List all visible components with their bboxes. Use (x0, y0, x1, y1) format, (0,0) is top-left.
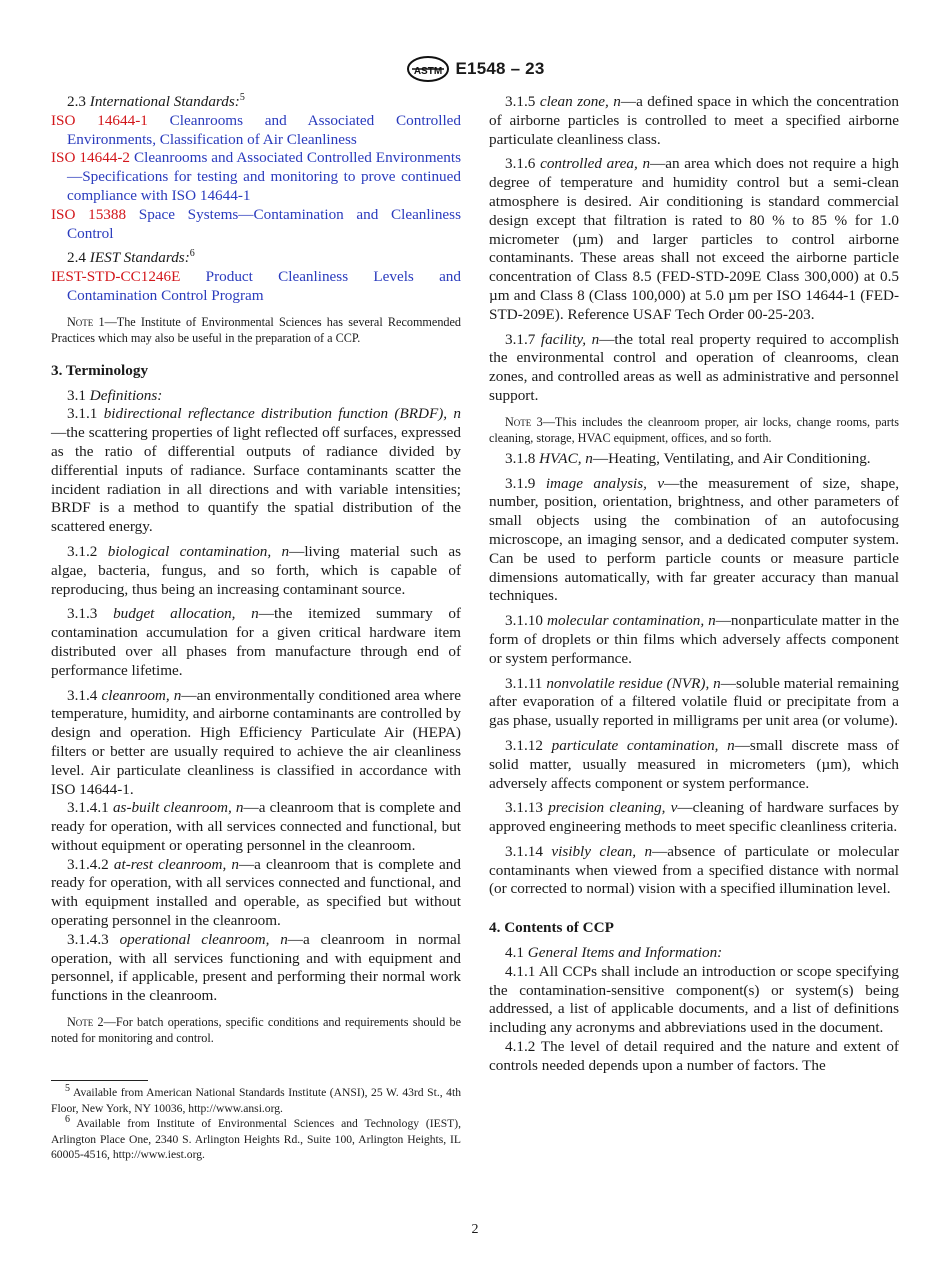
note-2: Note 2—For batch operations, specific conditions and requirements should be noted for monitoring and control. (51, 1015, 461, 1046)
section-3-heading: 3. Terminology (51, 361, 149, 379)
svg-text:ASTM: ASTM (413, 66, 442, 77)
definition-3-1-8: 3.1.8 HVAC, n—Heating, Ventilating, and Air Conditioning. (505, 449, 871, 467)
definition-3-1-4-3: 3.1.4.3 operational cleanroom, n—a cleanroom in normal operation, with all services functioning and with equipment and personnel, if applicable, present and performing their normal work functions in the cleanroom. (51, 930, 462, 1005)
footnote-6: $^6$ Available from Institute of Environmental Sciences and Technology (IEST), Arlington Place One, 2340 S. Arlington Heights Rd., Suite 100, Arlington Heights, IL 60005-4516, http://www.iest.org. (51, 1114, 461, 1162)
definition-3-1-4: 3.1.4 cleanroom, n—an environmentally conditioned area where temperature, humidity, and airborne contaminants are controlled by design and operation. High Efficiency Particulate Air (HEPA) filters or better are usually required to achieve the air cleanliness level. Air particulate cleanliness is classified in accordance with ISO 14644-1. (51, 686, 461, 798)
reference-iso-15388[interactable]: ISO 15388 Space Systems—Contamination and Cleanliness Control (51, 205, 461, 242)
page-number: 2 (471, 1222, 479, 1237)
definition-3-1-4-2: 3.1.4.2 at-rest cleanroom, n—a cleanroom that is complete and ready for operation, with all services connected and functional, and with equipment installed and operable, as specified but without operating personnel in the cleanroom. (51, 855, 461, 930)
definition-3-1-3: 3.1.3 budget allocation, n—the itemized summary of contamination accumulation for a given critical hardware item distributed over all phases from manufacture through end of performance lifetime. (51, 605, 461, 679)
footnote-divider (51, 1080, 148, 1081)
note-1: Note 1—The Institute of Environmental Sciences has several Recommended Practices which may also be useful in the preparation of a CCP. (51, 314, 462, 345)
definition-3-1-11: 3.1.11 nonvolatile residue (NVR), n—soluble material remaining after evaporation of a filtered volatile fluid or precipitate from a gas phase, usually reported in milligrams per unit area (or volume). (489, 674, 899, 730)
paragraph-4-1-2: 4.1.2 The level of detail required and the nature and extent of controls needed depends upon a number of factors. The (489, 1038, 899, 1074)
astm-logo-icon (406, 56, 450, 82)
definition-3-1-1: 3.1.1 bidirectional reflectance distribution function (BRDF), n—the scattering properties of light reflected off surfaces, expressed as the ratio of differential outputs of radiance divided by differential inputs of radiance. Surface contaminants scatter the incident radiation in all directions and with variable intensities; BRDF is a method to quantify the spatial distribution of the scattered energy. (51, 405, 461, 536)
section-2-3-heading: 2.3 International Standards:$^5$ (67, 91, 245, 110)
footnote-5: $^5$ Available from American National Standards Institute (ANSI), 25 W. 43rd St., 4th Floor, New York, NY 10036, http://www.ansi.org. (51, 1083, 462, 1115)
definition-3-1-5: 3.1.5 clean zone, n—a defined space in which the concentration of airborne particles is controlled to meet a specified airborne particulate cleanliness class. (489, 93, 899, 148)
definition-3-1-4-1: 3.1.4.1 as-built cleanroom, n—a cleanroom that is complete and ready for operation, with all services connected and functional, but without equipment or operating personnel in the cleanroom. (51, 799, 461, 854)
definition-3-1-12: 3.1.12 particulate contamination, n—small discrete mass of solid matter, usually measured in micrometers (µm), which adversely affects component or system performance. (489, 736, 900, 792)
section-4-1-heading: 4.1 General Items and Information: (505, 944, 723, 962)
section-3-1-heading: 3.1 Definitions: (67, 386, 163, 404)
definition-3-1-14: 3.1.14 visibly clean, n—absence of particulate or molecular contaminants when viewed from a specified distance with normal (or corrected to normal) vision with a specified illumination level. (489, 842, 899, 898)
definition-3-1-6: 3.1.6 controlled area, n—an area which does not require a high degree of temperature and humidity control but a semi-clean atmosphere is desired. Air conditioning is standard commercial design except that filtration is rated to 80 % to 85 % for 1.0 micrometer (µm) and larger particles to control airborne contaminants. These areas shall not exceed the airborne particle concentration of Class 8.5 (FED-STD-209E Class 300,000) at 0.5 µm and Class 8 (Class 100,000) at 5.0 µm per ISO 14644-1 (FED-STD-209E). Reference USAF Tech Order 00-25-203. (489, 155, 899, 323)
paragraph-4-1-1: 4.1.1 All CCPs shall include an introduction or scope specifying the contamination-sensitive component(s) or system(s) being addressed, a list of applicable documents, and a list of definitions including any acronyms and abbreviations used in the document. (489, 962, 899, 1037)
page-header (0, 56, 950, 82)
note-3: Note 3—This includes the cleanroom proper, air locks, change rooms, parts cleaning, storage, HVAC equipment, offices, and so forth. (489, 414, 899, 445)
definition-3-1-2: 3.1.2 biological contamination, n—living material such as algae, bacteria, fungus, and so forth, which is capable of reproducing, thus being an increasing contaminant source. (51, 542, 462, 598)
definition-3-1-7: 3.1.7 facility, n—the total real property required to accomplish the environmental control and operation of cleanrooms, clean zones, and controlled areas as well as administrative and personnel support. (489, 330, 899, 404)
left-column (51, 93, 461, 1163)
definition-3-1-9: 3.1.9 image analysis, v—the measurement of size, shape, number, position, orientation, brightness, and other parameters of small objects using the combination of an autofocusing microscope, an imaging sensor, and a dedicated computer system. Can be used to perform particle counts or measure particle dimensions automatically, with far greater accuracy than manual techniques. (489, 474, 900, 605)
section-2-4-heading: 2.4 IEST Standards:$^6$ (67, 248, 195, 267)
reference-iso-14644-2[interactable]: ISO 14644-2 Cleanrooms and Associated Controlled Environments—Specifications for testing and monitoring to prove continued compliance with ISO 14644-1 (51, 149, 461, 204)
reference-iest-std-cc1246e[interactable]: IEST-STD-CC1246E Product Cleanliness Levels and Contamination Control Program (51, 268, 461, 304)
reference-iso-14644-1[interactable]: ISO 14644-1 Cleanrooms and Associated Controlled Environments, Classification of Air Cleanliness (51, 111, 461, 148)
right-column (489, 93, 899, 1076)
definition-3-1-10: 3.1.10 molecular contamination, n—nonparticulate matter in the form of droplets or thin films which adversely affects component or system performance. (489, 612, 899, 667)
section-4-heading: 4. Contents of CCP (489, 919, 614, 937)
definition-3-1-13: 3.1.13 precision cleaning, v—cleaning of hardware surfaces by approved engineering methods to meet specific cleanliness criteria. (489, 799, 900, 836)
standard-designation: E1548 – 23 (455, 59, 545, 78)
